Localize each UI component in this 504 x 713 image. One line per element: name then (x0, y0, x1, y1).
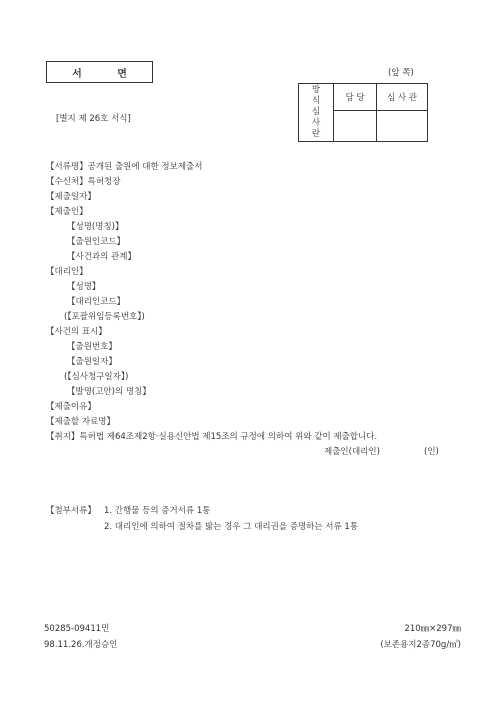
footer-paper-size: 210㎜×297㎜ (404, 624, 461, 634)
field-case-indication: 【사건의 표시】 (46, 327, 107, 337)
signature-seal: (인) (424, 447, 439, 457)
footer-paper-type: (보존용지2종70g/㎡) (380, 640, 461, 650)
attachment-item-1: 1. 간행물 등의 증거서류 1통 (104, 506, 211, 516)
approval-col-examiner: 심 사 관 (377, 84, 428, 111)
footer-approval-date: 98.11.26.개정승인 (44, 640, 118, 650)
field-application-date: 【출원일자】 (67, 357, 117, 367)
attachments-label: 【첨부서류】 (46, 506, 96, 516)
approval-sign-examiner (377, 111, 428, 142)
field-exam-request-date: (【심사청구일자】) (64, 372, 129, 382)
field-submission-reason: 【제출이유】 (46, 402, 96, 412)
page-side-label: (앞 쪽) (388, 68, 414, 78)
field-relation-to-case: 【사건과의 관계】 (67, 252, 136, 262)
field-document-name: 【서류명】공개된 출원에 대한 정보제출서 (46, 162, 203, 172)
approval-table (298, 83, 428, 142)
field-agent: 【대리인】 (46, 267, 88, 277)
method-review-label: 방식심사란 (311, 85, 321, 139)
form-number: [별지 제 26호 서식] (56, 114, 131, 124)
field-agent-name: 【성명】 (67, 282, 101, 292)
field-application-number: 【출원번호】 (67, 342, 117, 352)
approval-col-manager: 담 당 (334, 84, 377, 111)
attachment-item-2: 2. 대리인에 의하여 절차를 밟는 경우 그 대리권을 증명하는 서류 1통 (104, 522, 359, 532)
field-submission-date: 【제출일자】 (46, 192, 96, 202)
method-review-header (299, 84, 334, 142)
field-applicant-code: 【출원인코드】 (67, 237, 126, 247)
field-agent-code: 【대리인코드】 (67, 297, 126, 307)
field-submitter-name: 【성명(명칭)】 (67, 222, 124, 232)
field-submitter: 【제출인】 (46, 207, 88, 217)
field-recipient: 【수신처】특허청장 (46, 177, 121, 187)
approval-sign-manager (334, 111, 377, 142)
document-title-box (46, 61, 153, 83)
field-invention-title: 【발명(고안)의 명칭】 (67, 387, 151, 397)
document-title: 서 면 (72, 68, 143, 80)
field-purpose: 【취지】특허법 제64조제2항·실용신안법 제15조의 규정에 의하여 위와 같이 제출합니다. (46, 432, 378, 442)
signature-label: 제출인(대리인) (324, 447, 380, 457)
footer-form-code: 50285-09411민 (44, 624, 110, 634)
field-general-power-number: (【포괄위임등록번호】) (64, 312, 145, 322)
field-material-name: 【제출할 자료명】 (46, 417, 115, 427)
